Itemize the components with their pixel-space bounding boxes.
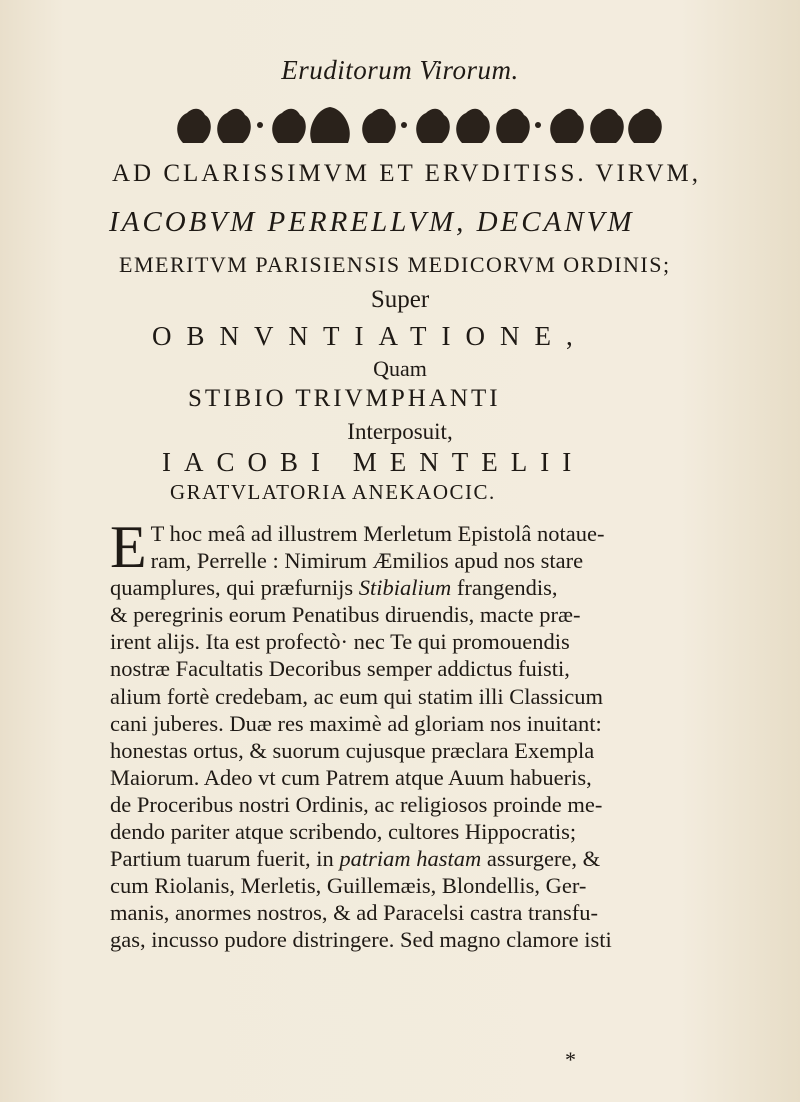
- drop-cap: E: [110, 514, 147, 580]
- body-line: irent alijs. Ita est profectò· nec Te qui promouendis: [110, 629, 570, 655]
- fleuron-band-icon: [168, 103, 668, 147]
- dedication-line-10: GRATVLATORIA ANEKAOCIC.: [170, 480, 496, 504]
- dedication-line-4: Super: [370, 286, 430, 313]
- body-line: manis, anormes nostros, & ad Paracelsi castra transfu-: [110, 900, 598, 926]
- body-line: quamplures, qui præfurnijs Stibialium frangendis,: [110, 575, 558, 601]
- body-line: alium fortè credebam, ac eum qui statim illi Classicum: [110, 683, 603, 709]
- dedication-line-1: AD CLARISSIMVM ET ERVDITISS. VIRVM,: [112, 160, 702, 187]
- dedication-line-6: Quam: [373, 356, 427, 381]
- body-line: nostræ Facultatis Decoribus semper addictus fuisti,: [110, 656, 570, 682]
- body-line: dendo pariter atque scribendo, cultores Hippocratis;: [110, 819, 577, 845]
- running-head: Eruditorum Virorum.: [281, 55, 519, 85]
- dedication-line-2: IACOBVM PERRELLVM, DECANVM: [109, 206, 635, 238]
- catchword: *: [565, 1047, 576, 1072]
- body-line: cani juberes. Duæ res maximè ad gloriam nos inuitant:: [110, 710, 602, 736]
- dedication-line-8: Interposuit,: [347, 419, 453, 444]
- body-line: de Proceribus nostri Ordinis, ac religiosos proinde me-: [110, 791, 603, 817]
- body-line: honestas ortus, & suorum cujusque præclara Exempla: [110, 737, 595, 763]
- body-line: & peregrinis eorum Penatibus diruendis, macte præ-: [110, 602, 581, 628]
- body-line: T hoc meâ ad illustrem Merletum Epistolâ notaue-: [150, 521, 605, 546]
- body-line: cum Riolanis, Merletis, Guillemæis, Blondellis, Ger-: [110, 873, 587, 899]
- body-line: Maiorum. Adeo vt cum Patrem atque Auum habueris,: [110, 764, 592, 790]
- body-line: ram, Perrelle : Nimirum Æmilios apud nos stare: [150, 548, 584, 574]
- body-text: [110, 514, 690, 954]
- body-line: Partium tuarum fuerit, in patriam hastam assurgere, &: [110, 846, 601, 872]
- dedication-line-3: EMERITVM PARISIENSIS MEDICORVM ORDINIS;: [119, 252, 671, 277]
- dedication-line-7: STIBIO TRIVMPHANTI: [188, 385, 501, 412]
- dedication-line-5: OBNVNTIATIONE,: [152, 321, 588, 351]
- body-line: gas, incusso pudore distringere. Sed magno clamore isti: [110, 927, 612, 953]
- dedication-line-9: IACOBI MENTELII: [162, 447, 585, 477]
